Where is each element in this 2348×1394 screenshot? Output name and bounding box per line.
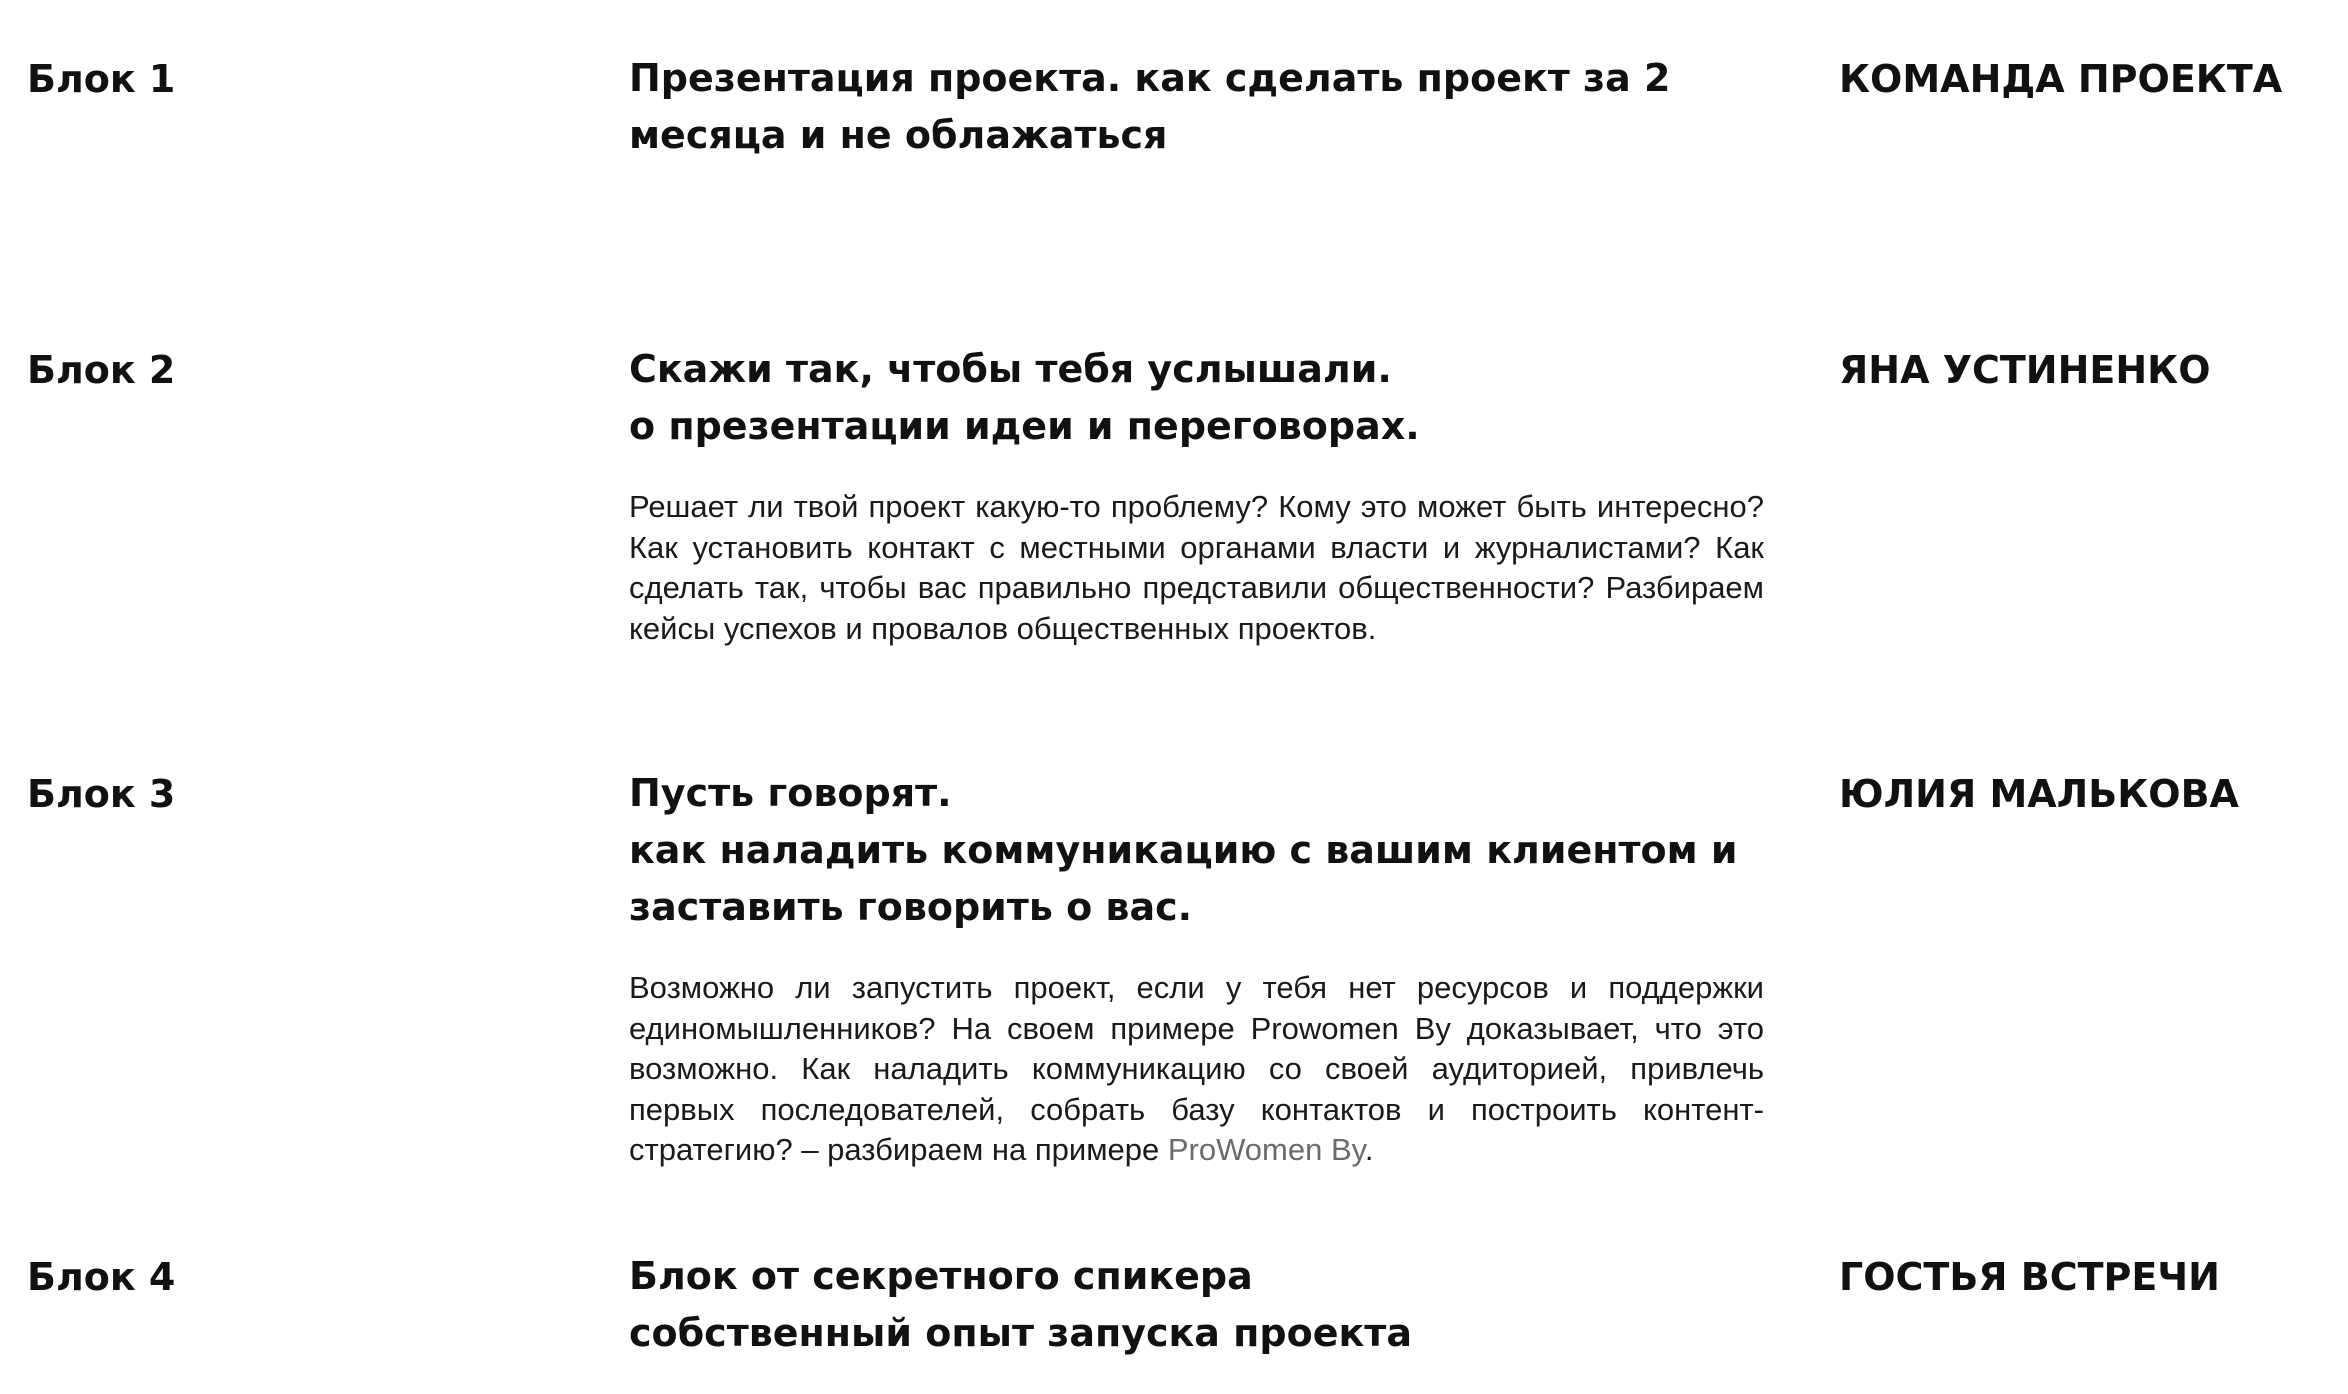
block-label: Блок 1 xyxy=(27,57,176,101)
block-label: Блок 3 xyxy=(27,772,176,816)
block-content xyxy=(629,1248,1764,1362)
block-title-line: месяца и не облажаться xyxy=(629,113,1168,157)
block-speaker: ГОСТЬЯ ВСТРЕЧИ xyxy=(1839,1255,2220,1299)
block-speaker: ЮЛИЯ МАЛЬКОВА xyxy=(1839,772,2239,816)
block-title-line: собственный опыт запуска проекта xyxy=(629,1311,1412,1355)
block-title-line: как наладить коммуникацию с вашим клиентом и xyxy=(629,828,1738,872)
block-title xyxy=(629,50,1764,164)
block-label: Блок 2 xyxy=(27,348,176,392)
block-description-text: Возможно ли запустить проект, если у тебя нет ресурсов и поддержки единомышленников? На своем примере Prowomen By доказывает, что это возможно. Как наладить коммуникацию со своей аудиторией, привлечь первых последователей, собрать базу контактов и построить контент-стратегию? – разбираем на примере xyxy=(629,970,1764,1167)
block-content xyxy=(629,765,1764,1171)
block-content xyxy=(629,341,1764,649)
block-title-line: Пусть говорят. xyxy=(629,771,952,815)
block-label: Блок 4 xyxy=(27,1255,176,1299)
block-title-line: Блок от секретного спикера xyxy=(629,1254,1253,1298)
block-description: Решает ли твой проект какую-то проблему? Кому это может быть интересно? Как установить контакт с местными органами власти и журналистами? Как сделать так, чтобы вас правильно представили общественности? Разбираем кейсы успехов и провалов общественных проектов. xyxy=(629,489,1764,646)
block-title-line: Презентация проекта. как сделать проект за 2 xyxy=(629,56,1671,100)
block-title xyxy=(629,765,1764,936)
block-content xyxy=(629,50,1764,164)
block-title xyxy=(629,1248,1764,1362)
block-title-line: о презентации идеи и переговорах. xyxy=(629,404,1420,448)
block-speaker: КОМАНДА ПРОЕКТА xyxy=(1839,57,2283,101)
block-title xyxy=(629,341,1764,455)
block-title-line: заставить говорить о вас. xyxy=(629,885,1193,929)
brand-name: ProWomen By xyxy=(1167,1132,1365,1167)
block-description xyxy=(629,968,1764,1171)
block-description-end: . xyxy=(1364,1132,1374,1167)
block-title-line: Скажи так, чтобы тебя услышали. xyxy=(629,347,1392,391)
block-speaker: ЯНА УСТИНЕНКО xyxy=(1839,348,2211,392)
